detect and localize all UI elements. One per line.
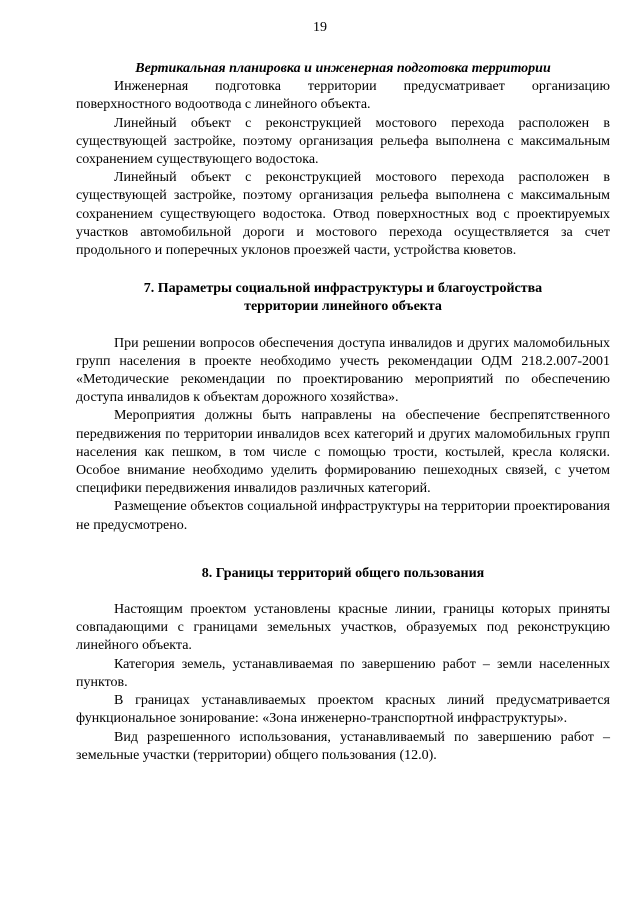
paragraph: Размещение объектов социальной инфраструктуры на территории проектирования не предусмотрено. <box>76 499 610 533</box>
paragraph: Вид разрешенного использования, устанавливаемый по завершению работ – земельные участки (территории) общего пользования (12.0). <box>76 729 610 763</box>
document-body <box>76 60 610 765</box>
paragraph: Категория земель, устанавливаемая по завершению работ – земли населенных пунктов. <box>76 656 610 690</box>
paragraph: Мероприятия должны быть направлены на обеспечение беспрепятственного передвижения по территории инвалидов всех категорий и других маломобильных групп населения как пешком, в том числе с помощью трости, костылей, кресла коляски. Особое внимание необходимо уделить формированию пешеходных связей, с учетом специфики передвижения инвалидов различных категорий. <box>76 408 610 497</box>
paragraph: Линейный объект с реконструкцией мостового перехода расположен в существующей застройке, поэтому организация рельефа выполнена с максимальным сохранением существующего водостока. Отвод поверхностных вод с проектируемых участков автомобильной дороги и мостового перехода осуществляется за счет продольного и поперечных уклонов проезжей части, устройства кюветов. <box>76 170 610 259</box>
paragraph: В границах устанавливаемых проектом красных линий предусматривается функциональное зонирование: «Зона инженерно-транспортной инфраструктуры». <box>76 693 610 727</box>
paragraph: Линейный объект с реконструкцией мостового перехода расположен в существующей застройке, поэтому организация рельефа выполнена с максимальным сохранением существующего водостока. <box>76 115 610 168</box>
paragraph: Инженерная подготовка территории предусматривает организацию поверхностного водоотвода с линейного объекта. <box>76 79 610 113</box>
section-7-title-cont: территории линейного объекта <box>244 299 442 315</box>
subsection-heading: Вертикальная планировка и инженерная подготовка территории <box>135 61 551 76</box>
paragraph: Настоящим проектом установлены красные линии, границы которых приняты совпадающими с границами земельных участков, образуемых под реконструкцию линейного объекта. <box>76 602 610 654</box>
page-number: 19 <box>313 20 327 35</box>
section-7-title: 7. Параметры социальной инфраструктуры и благоустройства <box>143 281 543 297</box>
paragraph: При решении вопросов обеспечения доступа инвалидов и других маломобильных групп населения в проекте необходимо учесть рекомендации ОДМ 218.2.007-2001 «Методические рекомендации по проектированию мероприятий по обеспечению доступа инвалидов к объектам дорожного хозяйства». <box>76 335 610 406</box>
section-8-title: 8. Границы территорий общего пользования <box>201 565 485 581</box>
